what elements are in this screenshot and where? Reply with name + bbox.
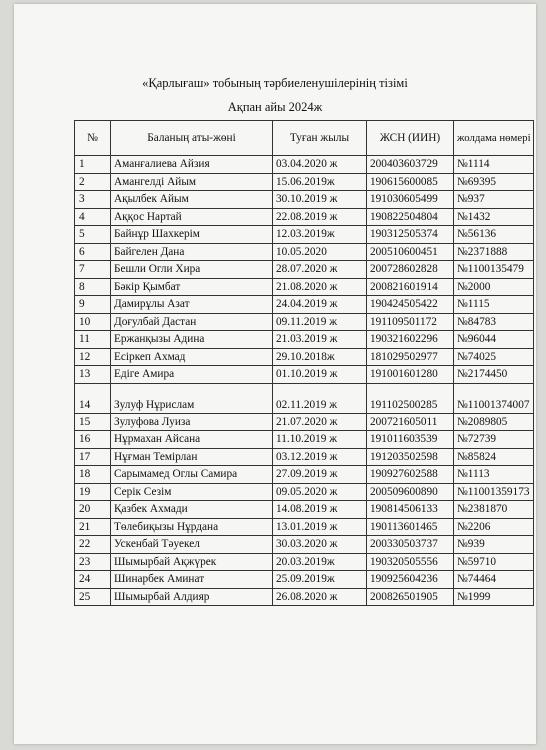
cell-birth-date: 25.09.2019ж bbox=[273, 571, 367, 589]
cell-row-number: 25 bbox=[75, 588, 111, 606]
cell-child-name: Амангелді Айым bbox=[111, 173, 273, 191]
table-row bbox=[75, 588, 534, 606]
cell-row-number: 16 bbox=[75, 431, 111, 449]
cell-iin: 191001601280 bbox=[367, 366, 454, 384]
table-row bbox=[75, 383, 534, 413]
cell-iin: 191102500285 bbox=[367, 383, 454, 413]
cell-row-number: 9 bbox=[75, 296, 111, 314]
cell-child-name: Ержанқызы Адина bbox=[111, 331, 273, 349]
cell-iin: 191030605499 bbox=[367, 191, 454, 209]
cell-row-number: 2 bbox=[75, 173, 111, 191]
cell-referral-number: №84783 bbox=[454, 313, 534, 331]
cell-iin: 190424505422 bbox=[367, 296, 454, 314]
cell-child-name: Байгелен Дана bbox=[111, 243, 273, 261]
cell-iin: 190615600085 bbox=[367, 173, 454, 191]
cell-birth-date: 24.04.2019 ж bbox=[273, 296, 367, 314]
cell-row-number: 3 bbox=[75, 191, 111, 209]
table-row bbox=[75, 413, 534, 431]
cell-iin: 190113601465 bbox=[367, 518, 454, 536]
cell-referral-number: №85824 bbox=[454, 448, 534, 466]
cell-row-number: 14 bbox=[75, 383, 111, 413]
cell-row-number: 13 bbox=[75, 366, 111, 384]
cell-iin: 200509600890 bbox=[367, 483, 454, 501]
cell-iin: 190321602296 bbox=[367, 331, 454, 349]
table-row bbox=[75, 261, 534, 279]
children-roster-table bbox=[74, 120, 534, 606]
cell-referral-number: №69395 bbox=[454, 173, 534, 191]
cell-birth-date: 13.01.2019 ж bbox=[273, 518, 367, 536]
cell-referral-number: №59710 bbox=[454, 553, 534, 571]
cell-iin: 200826501905 bbox=[367, 588, 454, 606]
table-row bbox=[75, 331, 534, 349]
cell-row-number: 23 bbox=[75, 553, 111, 571]
table-header-row bbox=[75, 121, 534, 156]
cell-referral-number: №96044 bbox=[454, 331, 534, 349]
cell-child-name: Қазбек Ахмади bbox=[111, 501, 273, 519]
cell-referral-number: №11001359173 bbox=[454, 483, 534, 501]
header-birth-date: Туған жылы bbox=[273, 121, 367, 156]
cell-referral-number: №1999 bbox=[454, 588, 534, 606]
cell-birth-date: 30.03.2020 ж bbox=[273, 536, 367, 554]
cell-referral-number: №2174450 bbox=[454, 366, 534, 384]
cell-row-number: 7 bbox=[75, 261, 111, 279]
cell-iin: 191109501172 bbox=[367, 313, 454, 331]
document-title: «Қарлығаш» тобының тәрбиеленушілерінің тізімі bbox=[142, 76, 408, 90]
header-number: № bbox=[75, 121, 111, 156]
cell-birth-date: 10.05.2020 bbox=[273, 243, 367, 261]
cell-birth-date: 27.09.2019 ж bbox=[273, 466, 367, 484]
cell-referral-number: №2000 bbox=[454, 278, 534, 296]
cell-row-number: 19 bbox=[75, 483, 111, 501]
table-row bbox=[75, 366, 534, 384]
table-row bbox=[75, 466, 534, 484]
cell-iin: 200721605011 bbox=[367, 413, 454, 431]
cell-birth-date: 09.11.2019 ж bbox=[273, 313, 367, 331]
cell-row-number: 15 bbox=[75, 413, 111, 431]
cell-birth-date: 20.03.2019ж bbox=[273, 553, 367, 571]
cell-iin: 181029502977 bbox=[367, 348, 454, 366]
cell-row-number: 5 bbox=[75, 226, 111, 244]
cell-referral-number: №72739 bbox=[454, 431, 534, 449]
cell-referral-number: №1115 bbox=[454, 296, 534, 314]
table-row bbox=[75, 156, 534, 174]
cell-referral-number: №939 bbox=[454, 536, 534, 554]
cell-row-number: 11 bbox=[75, 331, 111, 349]
cell-row-number: 21 bbox=[75, 518, 111, 536]
table-row bbox=[75, 431, 534, 449]
cell-referral-number: №2371888 bbox=[454, 243, 534, 261]
table-row bbox=[75, 518, 534, 536]
cell-child-name: Бәкір Қымбат bbox=[111, 278, 273, 296]
cell-birth-date: 09.05.2020 ж bbox=[273, 483, 367, 501]
cell-birth-date: 21.03.2019 ж bbox=[273, 331, 367, 349]
cell-child-name: Аманғалиева Айзия bbox=[111, 156, 273, 174]
cell-iin: 190927602588 bbox=[367, 466, 454, 484]
cell-child-name: Ускенбай Тәуекел bbox=[111, 536, 273, 554]
cell-row-number: 12 bbox=[75, 348, 111, 366]
table-row bbox=[75, 173, 534, 191]
cell-referral-number: №937 bbox=[454, 191, 534, 209]
cell-row-number: 17 bbox=[75, 448, 111, 466]
cell-row-number: 20 bbox=[75, 501, 111, 519]
cell-iin: 200728602828 bbox=[367, 261, 454, 279]
cell-child-name: Аққос Нартай bbox=[111, 208, 273, 226]
table-row bbox=[75, 191, 534, 209]
table-row bbox=[75, 243, 534, 261]
table-row bbox=[75, 536, 534, 554]
table-row bbox=[75, 483, 534, 501]
table-body bbox=[75, 156, 534, 606]
cell-birth-date: 01.10.2019 ж bbox=[273, 366, 367, 384]
cell-birth-date: 11.10.2019 ж bbox=[273, 431, 367, 449]
document-page bbox=[14, 4, 536, 744]
cell-child-name: Зулуфова Луиза bbox=[111, 413, 273, 431]
cell-iin: 191011603539 bbox=[367, 431, 454, 449]
header-iin: ЖСН (ИИН) bbox=[367, 121, 454, 156]
cell-child-name: Серік Сезім bbox=[111, 483, 273, 501]
cell-iin: 190312505374 bbox=[367, 226, 454, 244]
cell-child-name: Төлебиқызы Нұрдана bbox=[111, 518, 273, 536]
cell-referral-number: №74464 bbox=[454, 571, 534, 589]
cell-referral-number: №74025 bbox=[454, 348, 534, 366]
cell-birth-date: 14.08.2019 ж bbox=[273, 501, 367, 519]
cell-child-name: Едіге Амира bbox=[111, 366, 273, 384]
cell-iin: 200510600451 bbox=[367, 243, 454, 261]
table-row bbox=[75, 448, 534, 466]
document-subtitle: Ақпан айы 2024ж bbox=[227, 100, 323, 114]
table-row bbox=[75, 278, 534, 296]
cell-iin: 190925604236 bbox=[367, 571, 454, 589]
cell-row-number: 8 bbox=[75, 278, 111, 296]
cell-row-number: 24 bbox=[75, 571, 111, 589]
cell-referral-number: №1432 bbox=[454, 208, 534, 226]
cell-referral-number: №1100135479 bbox=[454, 261, 534, 279]
cell-referral-number: №1114 bbox=[454, 156, 534, 174]
cell-birth-date: 28.07.2020 ж bbox=[273, 261, 367, 279]
cell-birth-date: 03.04.2020 ж bbox=[273, 156, 367, 174]
cell-iin: 200821601914 bbox=[367, 278, 454, 296]
cell-child-name: Бешли Огли Хира bbox=[111, 261, 273, 279]
cell-referral-number: №56136 bbox=[454, 226, 534, 244]
cell-row-number: 22 bbox=[75, 536, 111, 554]
cell-child-name: Нұғман Темірлан bbox=[111, 448, 273, 466]
cell-referral-number: №11001374007 bbox=[454, 383, 534, 413]
table-row bbox=[75, 226, 534, 244]
header-child-name: Баланың аты-жөні bbox=[111, 121, 273, 156]
cell-child-name: Ақылбек Айым bbox=[111, 191, 273, 209]
cell-iin: 190320505556 bbox=[367, 553, 454, 571]
cell-row-number: 18 bbox=[75, 466, 111, 484]
cell-birth-date: 30.10.2019 ж bbox=[273, 191, 367, 209]
cell-birth-date: 21.07.2020 ж bbox=[273, 413, 367, 431]
cell-child-name: Шымырбай Алдияр bbox=[111, 588, 273, 606]
cell-birth-date: 26.08.2020 ж bbox=[273, 588, 367, 606]
cell-birth-date: 15.06.2019ж bbox=[273, 173, 367, 191]
cell-iin: 190822504804 bbox=[367, 208, 454, 226]
cell-child-name: Доғулбай Дастан bbox=[111, 313, 273, 331]
cell-iin: 200403603729 bbox=[367, 156, 454, 174]
table-row bbox=[75, 553, 534, 571]
cell-referral-number: №2381870 bbox=[454, 501, 534, 519]
cell-iin: 191203502598 bbox=[367, 448, 454, 466]
cell-birth-date: 22.08.2019 ж bbox=[273, 208, 367, 226]
cell-birth-date: 29.10.2018ж bbox=[273, 348, 367, 366]
cell-row-number: 4 bbox=[75, 208, 111, 226]
cell-row-number: 1 bbox=[75, 156, 111, 174]
cell-referral-number: №2206 bbox=[454, 518, 534, 536]
cell-row-number: 10 bbox=[75, 313, 111, 331]
cell-birth-date: 03.12.2019 ж bbox=[273, 448, 367, 466]
table-row bbox=[75, 571, 534, 589]
cell-child-name: Сарымамед Оглы Самира bbox=[111, 466, 273, 484]
cell-child-name: Шинарбек Аминат bbox=[111, 571, 273, 589]
cell-child-name: Байнұр Шахкерім bbox=[111, 226, 273, 244]
cell-iin: 190814506133 bbox=[367, 501, 454, 519]
table-row bbox=[75, 208, 534, 226]
cell-row-number: 6 bbox=[75, 243, 111, 261]
cell-referral-number: №1113 bbox=[454, 466, 534, 484]
cell-child-name: Есіркеп Ахмад bbox=[111, 348, 273, 366]
header-referral-number: жолдама нөмері bbox=[454, 121, 534, 156]
cell-birth-date: 12.03.2019ж bbox=[273, 226, 367, 244]
cell-child-name: Дамирұлы Азат bbox=[111, 296, 273, 314]
cell-birth-date: 21.08.2020 ж bbox=[273, 278, 367, 296]
table-row bbox=[75, 313, 534, 331]
cell-referral-number: №2089805 bbox=[454, 413, 534, 431]
cell-iin: 200330503737 bbox=[367, 536, 454, 554]
table-row bbox=[75, 296, 534, 314]
cell-birth-date: 02.11.2019 ж bbox=[273, 383, 367, 413]
cell-child-name: Шымырбай Ақжүрек bbox=[111, 553, 273, 571]
table-row bbox=[75, 501, 534, 519]
cell-child-name: Нұрмахан Айсана bbox=[111, 431, 273, 449]
table-row bbox=[75, 348, 534, 366]
cell-child-name: Зулуф Нұрислам bbox=[111, 383, 273, 413]
